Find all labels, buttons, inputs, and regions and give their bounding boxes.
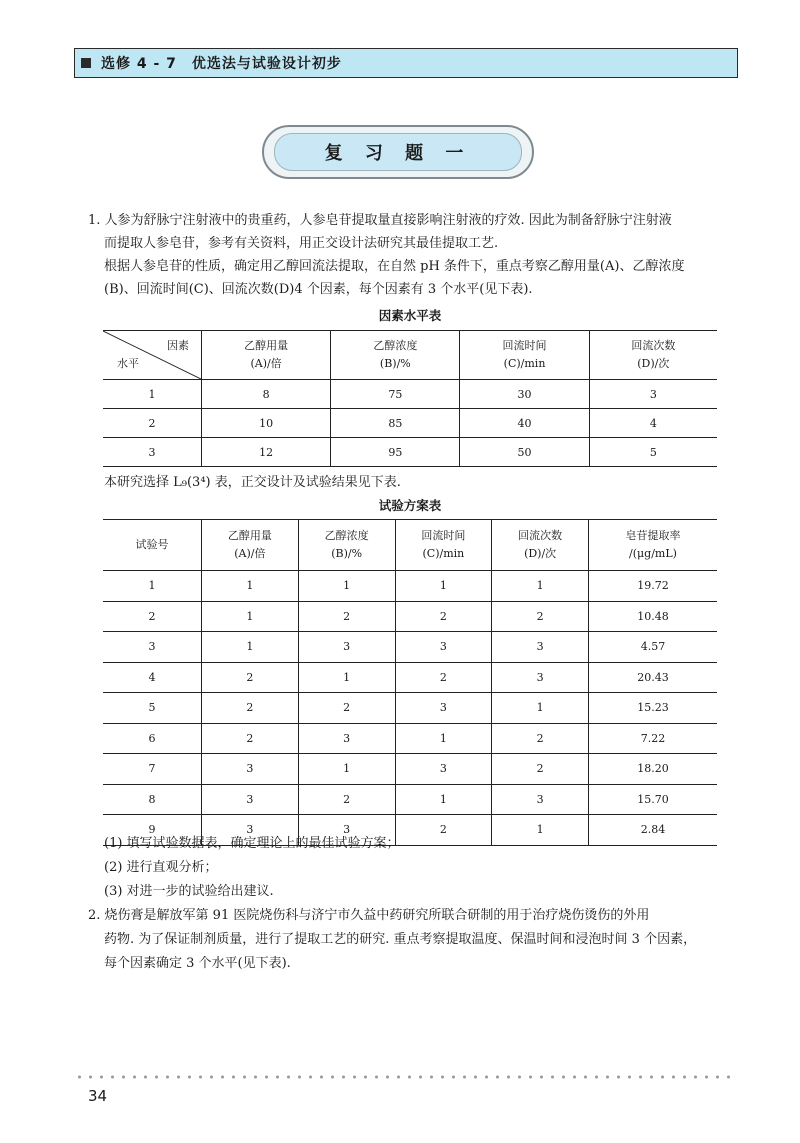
table-cell: 2 xyxy=(492,723,589,754)
table-cell: 2 xyxy=(103,601,202,632)
section-header-bar xyxy=(74,48,738,78)
question-2: (2) 进行直观分析； xyxy=(104,860,218,875)
table-cell: 1 xyxy=(395,723,492,754)
table-cell: 1 xyxy=(103,571,202,602)
table-cell: 1 xyxy=(492,815,589,846)
table-cell: 2 xyxy=(298,693,395,724)
table2-header-yield: 皂苷提取率 /(μg/mL) xyxy=(589,520,718,571)
table1-header-A: 乙醇用量 (A)/倍 xyxy=(202,331,331,380)
table-cell: 2 xyxy=(395,815,492,846)
table-cell: 3 xyxy=(492,632,589,663)
table2-header-B: 乙醇浓度 (B)/% xyxy=(298,520,395,571)
table-row xyxy=(103,723,717,754)
table2-header-A: 乙醇用量 (A)/倍 xyxy=(202,520,299,571)
table-cell: 3 xyxy=(298,815,395,846)
table-cell: 1 xyxy=(395,784,492,815)
table-cell: 18.20 xyxy=(589,754,718,785)
table1-header-C: 回流时间 (C)/min xyxy=(460,331,589,380)
problem2-line3: 每个因素确定 3 个水平(见下表). xyxy=(104,956,291,971)
table-cell: 1 xyxy=(298,754,395,785)
table-cell: 1 xyxy=(103,380,202,409)
table-cell: 3 xyxy=(395,693,492,724)
factor-level-table xyxy=(103,330,717,467)
problem2-line2: 药物. 为了保证制剂质量，进行了提取工艺的研究. 重点考察提取温度、保温时间和浸泡时间 3 个因素， xyxy=(104,932,697,947)
question-3: (3) 对进一步的试验给出建议. xyxy=(104,884,274,899)
table-cell: 2 xyxy=(492,754,589,785)
table-cell: 3 xyxy=(395,632,492,663)
table-cell: 30 xyxy=(460,380,589,409)
table-cell: 10 xyxy=(202,409,331,438)
page-number: 34 xyxy=(88,1087,108,1105)
table-cell: 1 xyxy=(492,571,589,602)
table-cell: 4 xyxy=(103,662,202,693)
table-cell: 3 xyxy=(298,632,395,663)
table-cell: 2 xyxy=(298,784,395,815)
table-cell: 50 xyxy=(460,438,589,467)
header-square-icon xyxy=(81,58,91,68)
table2-header-trial: 试验号 xyxy=(103,520,202,571)
table-cell: 8 xyxy=(202,380,331,409)
table-cell: 3 xyxy=(202,815,299,846)
table-cell: 10.48 xyxy=(589,601,718,632)
table-cell: 6 xyxy=(103,723,202,754)
problem1-line3: 根据人参皂苷的性质，确定用乙醇回流法提取，在自然 pH 条件下，重点考察乙醇用量(A)、乙醇浓度 xyxy=(104,259,685,274)
review-badge-inner xyxy=(274,133,522,171)
table-cell: 20.43 xyxy=(589,662,718,693)
question-1: (1) 填写试验数据表，确定理论上的最佳试验方案； xyxy=(104,836,400,851)
table-cell: 8 xyxy=(103,784,202,815)
table-cell: 1 xyxy=(395,571,492,602)
table-cell: 2 xyxy=(395,662,492,693)
problem1-line4: (B)、回流时间(C)、回流次数(D)4 个因素，每个因素有 3 个水平(见下表). xyxy=(104,282,533,297)
table-cell: 7.22 xyxy=(589,723,718,754)
table-cell: 1 xyxy=(202,601,299,632)
table-cell: 3 xyxy=(202,784,299,815)
table1-caption: 因素水平表 xyxy=(378,308,442,323)
table1-header-D: 回流次数 (D)/次 xyxy=(589,331,717,380)
table-cell: 15.70 xyxy=(589,784,718,815)
table-row xyxy=(103,409,717,438)
section-title: 选修 4 - 7 优选法与试验设计初步 xyxy=(101,56,342,72)
table-row xyxy=(103,693,717,724)
table-cell: 3 xyxy=(589,380,717,409)
table-cell: 12 xyxy=(202,438,331,467)
table1-corner-cell xyxy=(103,331,202,380)
table2-header-D: 回流次数 (D)/次 xyxy=(492,520,589,571)
table-cell: 3 xyxy=(103,438,202,467)
table-row xyxy=(103,438,717,467)
table-row xyxy=(103,380,717,409)
table-row xyxy=(103,601,717,632)
table-cell: 3 xyxy=(395,754,492,785)
experiment-plan-table xyxy=(103,519,717,846)
table-cell: 9 xyxy=(103,815,202,846)
table2-intro: 本研究选择 L₉(3⁴) 表，正交设计及试验结果见下表. xyxy=(104,475,401,490)
table-cell: 3 xyxy=(492,662,589,693)
table-row xyxy=(103,571,717,602)
table-cell: 1 xyxy=(202,571,299,602)
table-cell: 4.57 xyxy=(589,632,718,663)
table-cell: 1 xyxy=(298,662,395,693)
table2-caption: 试验方案表 xyxy=(378,498,442,513)
table-cell: 3 xyxy=(492,784,589,815)
table-cell: 3 xyxy=(202,754,299,785)
table-cell: 3 xyxy=(298,723,395,754)
table-cell: 5 xyxy=(589,438,717,467)
corner-factor-label: 因素 xyxy=(167,339,189,352)
table1-header-row xyxy=(103,331,717,380)
table-row xyxy=(103,754,717,785)
table-cell: 19.72 xyxy=(589,571,718,602)
table-cell: 2 xyxy=(395,601,492,632)
table-cell: 2 xyxy=(492,601,589,632)
table-cell: 1 xyxy=(492,693,589,724)
review-badge xyxy=(262,125,534,179)
table-cell: 2 xyxy=(298,601,395,632)
review-title: 复 习 题 一 xyxy=(324,143,472,164)
table-cell: 1 xyxy=(202,632,299,663)
table-cell: 1 xyxy=(298,571,395,602)
table-cell: 75 xyxy=(331,380,460,409)
table1-header-B: 乙醇浓度 (B)/% xyxy=(331,331,460,380)
table-cell: 7 xyxy=(103,754,202,785)
table-cell: 15.23 xyxy=(589,693,718,724)
table-cell: 2.84 xyxy=(589,815,718,846)
corner-level-label: 水平 xyxy=(117,357,139,370)
table-cell: 2 xyxy=(202,693,299,724)
table-row xyxy=(103,662,717,693)
table-cell: 2 xyxy=(202,662,299,693)
table-row xyxy=(103,632,717,663)
table-cell: 4 xyxy=(589,409,717,438)
table-row xyxy=(103,784,717,815)
table-cell: 85 xyxy=(331,409,460,438)
table-cell: 2 xyxy=(103,409,202,438)
table-cell: 3 xyxy=(103,632,202,663)
table-cell: 40 xyxy=(460,409,589,438)
table-cell: 95 xyxy=(331,438,460,467)
table-cell: 5 xyxy=(103,693,202,724)
footer-dotted-rule xyxy=(74,1075,738,1079)
table-cell: 2 xyxy=(202,723,299,754)
problem1-line2: 而提取人参皂苷，参考有关资料，用正交设计法研究其最佳提取工艺. xyxy=(104,236,499,251)
table2-header-row xyxy=(103,520,717,571)
problem1-line1: 1. 人参为舒脉宁注射液中的贵重药，人参皂苷提取量直接影响注射液的疗效. 因此为制备舒脉宁注射液 xyxy=(88,213,672,228)
table2-header-C: 回流时间 (C)/min xyxy=(395,520,492,571)
problem2-line1: 2. 烧伤膏是解放军第 91 医院烧伤科与济宁市久益中药研究所联合研制的用于治疗烧伤烫伤的外用 xyxy=(88,908,650,923)
